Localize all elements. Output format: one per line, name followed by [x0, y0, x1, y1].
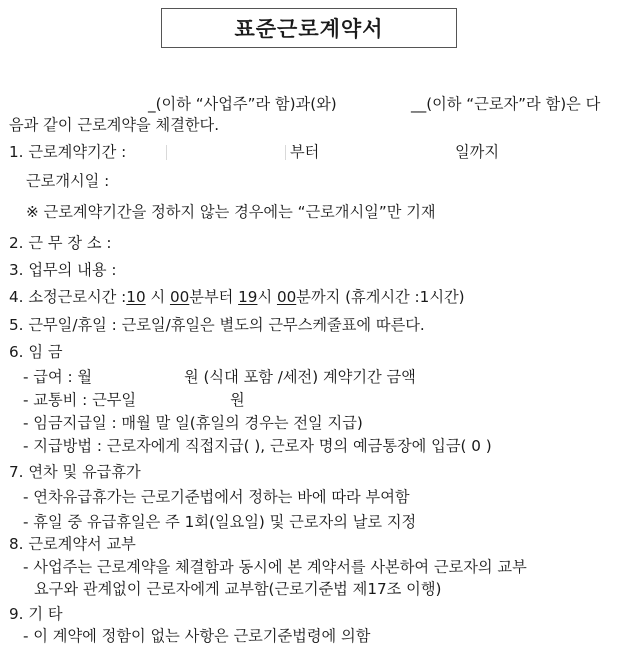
working-hours-heading: 4. 소정근로시간 : — [9, 288, 127, 306]
document-title-box — [161, 8, 457, 48]
contract-period-note: ※ 근로계약기간을 정하지 않는 경우에는 “근로개시일”만 기재 — [26, 203, 436, 221]
transport-unit: 원 — [230, 391, 245, 409]
start-hour: 10 — [126, 288, 146, 306]
hour-unit-2: 시 — [257, 288, 277, 306]
wage-heading: 6. 임 금 — [9, 343, 63, 361]
payment-method-line: - 지급방법 : 근로자에게 직접지급( ), 근로자 명의 예금통장에 입금( 0 ) — [23, 437, 492, 455]
start-minute: 00 — [169, 288, 190, 306]
etc-heading: 9. 기 타 — [9, 605, 63, 623]
transport-label: - 교통비 : 근무일 — [23, 391, 137, 409]
end-minute: 00 — [276, 288, 297, 306]
annual-leave-heading: 7. 연차 및 유급휴가 — [9, 463, 141, 481]
end-date-blank-marker — [285, 145, 286, 160]
payday-line: - 임금지급일 : 매월 말 일(휴일의 경우는 전일 지급) — [23, 414, 363, 432]
annual-leave-item-2: - 휴일 중 유급휴일은 주 1회(일요일) 및 근로자의 날로 지정 — [23, 513, 417, 531]
working-hours-line — [9, 290, 465, 305]
workplace-heading: 2. 근 무 장 소 : — [9, 234, 112, 252]
etc-item-1: - 이 계약에 정함이 없는 사항은 근로기준법령에 의함 — [23, 627, 371, 645]
job-description-heading: 3. 업무의 내용 : — [9, 261, 117, 279]
salary-terms: 원 (식대 포함 /세전) 계약기간 금액 — [184, 368, 416, 386]
hour-unit-1: 시 — [145, 288, 170, 306]
from-unit: 분부터 — [189, 288, 239, 306]
contract-delivery-item-1: - 사업주는 근로계약을 체결함과 동시에 본 계약서를 사본하여 근로자의 교부 — [23, 558, 527, 576]
start-date-label: 근로개시일 : — [26, 172, 110, 190]
annual-leave-item-1: - 연차유급휴가는 근로기준법에서 정하는 바에 따라 부여함 — [23, 488, 410, 506]
contract-period-to: 일까지 — [455, 143, 500, 161]
end-hour: 19 — [238, 288, 258, 306]
workday-holiday-line: 5. 근무일/휴일 : 근로일/휴일은 별도의 근무스케줄표에 따른다. — [9, 316, 425, 334]
intro-line-2: 음과 같이 근로계약을 체결한다. — [9, 116, 220, 134]
document-title: 표준근로계약서 — [234, 17, 384, 41]
contract-delivery-item-2: 요구와 관계없이 근로자에게 교부함(근로기준법 제17조 이행) — [34, 580, 442, 598]
intro-employee-clause: __(이하 “근로자”라 함)은 다 — [411, 95, 601, 113]
intro-employer-clause: _(이하 “사업주”라 함)과(와) — [148, 95, 337, 113]
start-date-blank-marker — [166, 145, 167, 160]
contract-period-heading: 1. 근로계약기간 : — [9, 143, 127, 161]
contract-delivery-heading: 8. 근로계약서 교부 — [9, 535, 136, 553]
break-time: 분까지 (휴게시간 :1시간) — [296, 288, 465, 306]
contract-period-from: 부터 — [290, 143, 320, 161]
salary-label: - 급여 : 월 — [23, 368, 93, 386]
